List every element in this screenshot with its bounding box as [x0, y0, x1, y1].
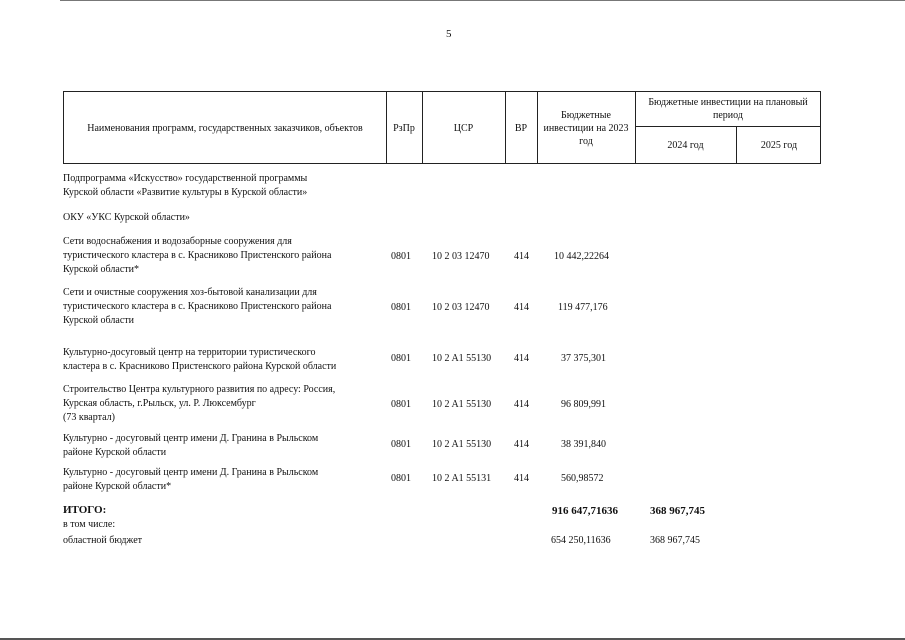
- page-number: 5: [446, 28, 452, 40]
- rzpr-cell: 0801: [391, 353, 411, 364]
- rzpr-cell: 0801: [391, 251, 411, 262]
- object-name: Сети водоснабжения и водозаборные сооружения для туристического кластера в с. Красниково Пристенского района Курской области*: [63, 236, 332, 275]
- header-budget-2023: Бюджетные инвестиции на 2023 год: [543, 109, 629, 147]
- amount-2023-cell: 560,98572: [561, 473, 604, 484]
- vr-cell: 414: [514, 439, 529, 450]
- table-header: [63, 91, 821, 164]
- subprogram-title: Подпрограмма «Искусство» государственной программы Курской области «Развитие культуры в Курской области»: [63, 173, 308, 198]
- column-divider: [537, 92, 538, 163]
- including-label: в том числе:: [63, 519, 116, 530]
- csr-cell: 10 2 A1 55130: [432, 399, 492, 410]
- header-csr: ЦСР: [453, 122, 474, 134]
- object-name: Культурно - досуговый центр имени Д. Гранина в Рыльском районе Курской области: [63, 433, 319, 458]
- object-name: Сети и очистные сооружения хоз-бытовой канализации для туристического кластера в с. Красниково Пристенского района Курской области: [63, 287, 332, 326]
- amount-2023-cell: 96 809,991: [561, 399, 606, 410]
- regional-budget-2023: 654 250,11636: [551, 535, 611, 546]
- object-name: Культурно-досуговый центр на территории туристического кластера в с. Красниково Пристенского района Курской области: [63, 347, 337, 372]
- vr-cell: 414: [514, 473, 529, 484]
- total-2024: 368 967,745: [650, 505, 705, 517]
- regional-budget-label: областной бюджет: [63, 535, 143, 546]
- amount-2023-cell: 10 442,22264: [554, 251, 609, 262]
- vr-cell: 414: [514, 399, 529, 410]
- object-name: Культурно - досуговый центр имени Д. Гранина в Рыльском районе Курской области*: [63, 467, 319, 492]
- csr-cell: 10 2 A1 55130: [432, 353, 492, 364]
- csr-cell: 10 2 03 12470: [432, 302, 490, 313]
- rzpr-cell: 0801: [391, 473, 411, 484]
- header-2024: 2024 год: [667, 140, 704, 151]
- header-name: Наименования программ, государственных заказчиков, объектов: [87, 122, 363, 134]
- total-2023: 916 647,71636: [552, 505, 618, 517]
- header-vr: ВР: [514, 122, 528, 134]
- header-2025: 2025 год: [760, 140, 798, 151]
- amount-2023-cell: 119 477,176: [558, 302, 608, 313]
- rzpr-cell: 0801: [391, 302, 411, 313]
- total-label: ИТОГО:: [63, 504, 107, 516]
- header-rzpr: РзПр: [393, 122, 415, 134]
- csr-cell: 10 2 03 12470: [432, 251, 490, 262]
- object-name: Строительство Центра культурного развития по адресу: Россия, Курская область, г.Рыльск, ул. Р. Люксембург (73 квартал): [63, 384, 336, 423]
- csr-cell: 10 2 A1 55130: [432, 439, 492, 450]
- rzpr-cell: 0801: [391, 399, 411, 410]
- customer-name: ОКУ «УКС Курской области»: [63, 212, 190, 223]
- scan-top-edge: [60, 0, 905, 1]
- header-planned-period: Бюджетные инвестиции на плановый период: [648, 97, 808, 121]
- amount-2023-cell: 38 391,840: [561, 439, 606, 450]
- rzpr-cell: 0801: [391, 439, 411, 450]
- csr-cell: 10 2 A1 55131: [432, 473, 492, 484]
- vr-cell: 414: [514, 302, 529, 313]
- vr-cell: 414: [514, 251, 529, 262]
- regional-budget-2024: 368 967,745: [650, 535, 700, 546]
- amount-2023-cell: 37 375,301: [561, 353, 606, 364]
- vr-cell: 414: [514, 353, 529, 364]
